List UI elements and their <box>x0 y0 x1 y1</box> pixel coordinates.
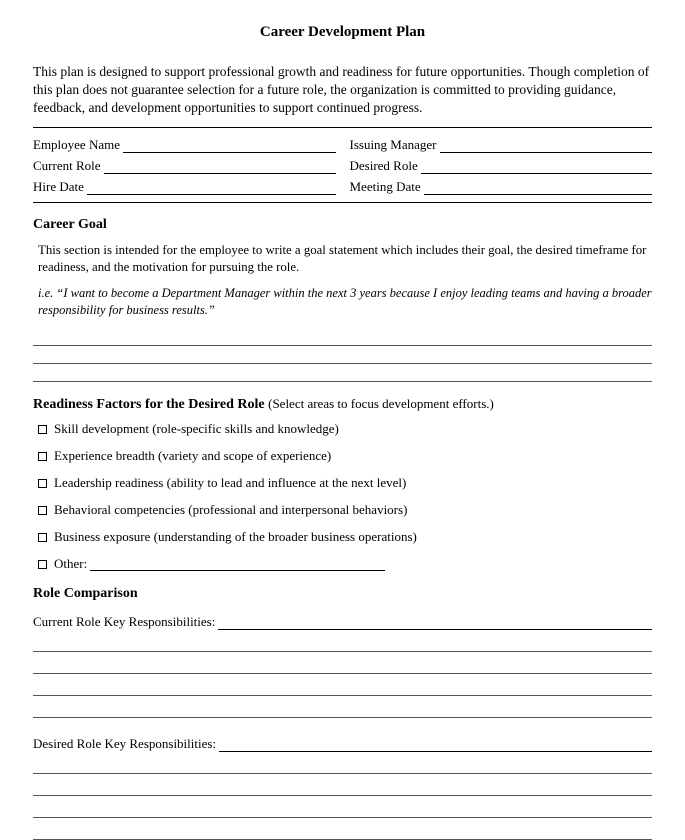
desired-role-write-area <box>33 752 652 840</box>
desired-role-responsibilities-label: Desired Role Key Responsibilities: <box>33 735 217 751</box>
employee-name-input-line[interactable] <box>123 138 336 153</box>
issuing-manager-label: Issuing Manager <box>349 137 437 153</box>
readiness-option-leadership-readiness <box>38 476 652 491</box>
readiness-option-label: Business exposure (understanding of the broader business operations) <box>54 529 417 545</box>
employee-name-label: Employee Name <box>33 137 120 153</box>
desired-role-responsibilities-row <box>33 733 652 752</box>
current-role-label: Current Role <box>33 158 101 174</box>
desired-role-responsibilities-input-line[interactable] <box>219 738 652 752</box>
readiness-heading-bold: Readiness Factors for the Desired Role <box>33 396 265 412</box>
ruled-line[interactable] <box>33 364 652 382</box>
checkbox-behavioral-competencies[interactable] <box>38 506 47 515</box>
current-role-input-line[interactable] <box>104 159 336 174</box>
field-row-hire-date <box>33 174 336 195</box>
readiness-option-label: Leadership readiness (ability to lead and influence at the next level) <box>54 475 407 491</box>
ruled-line[interactable] <box>33 752 652 774</box>
readiness-option-business-exposure <box>38 530 652 545</box>
field-row-meeting-date <box>350 174 653 195</box>
meeting-date-label: Meeting Date <box>349 179 421 195</box>
current-role-responsibilities-row <box>33 611 652 630</box>
checkbox-business-exposure[interactable] <box>38 533 47 542</box>
info-fields-right-column <box>350 132 653 195</box>
meeting-date-input-line[interactable] <box>424 180 652 195</box>
readiness-option-label: Behavioral competencies (professional and interpersonal behaviors) <box>54 502 408 518</box>
field-row-current-role <box>33 153 336 174</box>
ruled-line[interactable] <box>33 328 652 346</box>
ruled-line[interactable] <box>33 652 652 674</box>
info-fields-section <box>33 127 652 203</box>
readiness-option-experience-breadth <box>38 449 652 464</box>
ruled-line[interactable] <box>33 674 652 696</box>
other-input-line[interactable] <box>90 558 385 571</box>
intro-paragraph: This plan is designed to support professional growth and readiness for future opportunities. Though completion of this plan does not guarantee selection for a future role, the organization is committed to providing guidance, feedback, and development opportunities to support continued progress. <box>33 64 650 115</box>
readiness-heading-note: (Select areas to focus development efforts.) <box>268 395 494 411</box>
role-comparison-heading: Role Comparison <box>33 585 138 601</box>
checkbox-other[interactable] <box>38 560 47 569</box>
readiness-option-label: Skill development (role-specific skills and knowledge) <box>54 421 339 437</box>
info-fields-left-column <box>33 132 336 195</box>
hire-date-input-line[interactable] <box>87 180 336 195</box>
field-row-employee-name <box>33 132 336 153</box>
readiness-option-other <box>38 557 652 572</box>
other-label: Other: <box>54 556 88 572</box>
checkbox-experience-breadth[interactable] <box>38 452 47 461</box>
career-goal-example: i.e. “I want to become a Department Manager within the next 3 years because I enjoy leading teams and having a broader responsibility for business results.” <box>38 285 652 318</box>
career-goal-heading: Career Goal <box>33 217 107 233</box>
checkbox-skill-development[interactable] <box>38 425 47 434</box>
ruled-line[interactable] <box>33 346 652 364</box>
career-goal-description: This section is intended for the employee to write a goal statement which includes their goal, the desired timeframe for readiness, and the motivation for pursuing the role. <box>38 243 647 275</box>
current-role-responsibilities-input-line[interactable] <box>218 616 652 630</box>
readiness-option-behavioral-competencies <box>38 503 652 518</box>
current-role-responsibilities-label: Current Role Key Responsibilities: <box>33 613 216 629</box>
ruled-line[interactable] <box>33 630 652 652</box>
ruled-line[interactable] <box>33 696 652 718</box>
desired-role-input-line[interactable] <box>421 159 652 174</box>
issuing-manager-input-line[interactable] <box>440 138 652 153</box>
checkbox-leadership-readiness[interactable] <box>38 479 47 488</box>
ruled-line[interactable] <box>33 796 652 818</box>
desired-role-label: Desired Role <box>349 158 418 174</box>
readiness-heading <box>33 396 652 413</box>
readiness-option-label: Experience breadth (variety and scope of experience) <box>54 448 332 464</box>
career-goal-write-area <box>33 328 652 382</box>
ruled-line[interactable] <box>33 818 652 840</box>
document-title: Career Development Plan <box>259 24 426 40</box>
ruled-line[interactable] <box>33 774 652 796</box>
readiness-option-skill-development <box>38 422 652 437</box>
hire-date-label: Hire Date <box>33 179 84 195</box>
current-role-write-area <box>33 630 652 718</box>
field-row-desired-role <box>350 153 653 174</box>
field-row-issuing-manager <box>350 132 653 153</box>
